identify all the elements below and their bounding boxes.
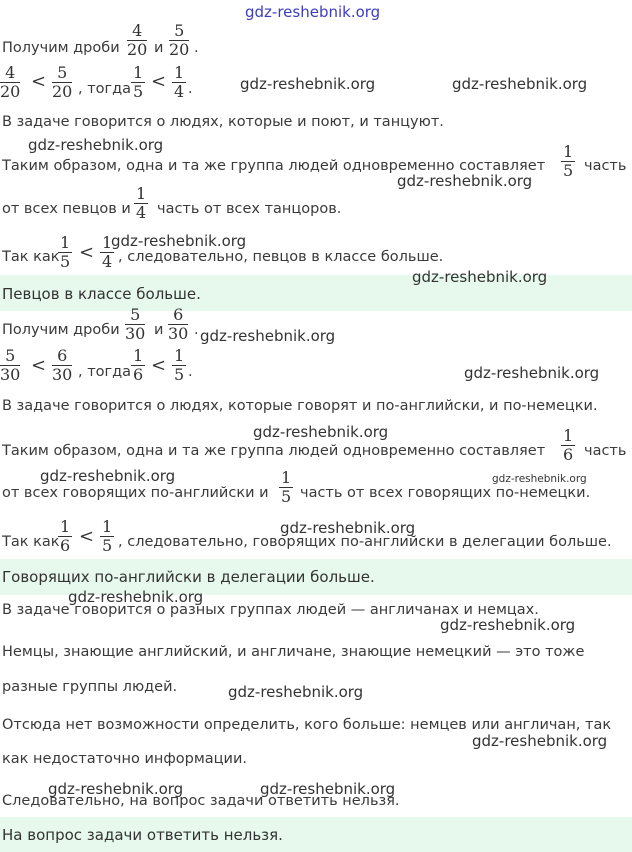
paragraph: часть (584, 443, 627, 459)
fraction: $\frac{5}{20}$ (52, 63, 73, 101)
paragraph: , следовательно, певцов в классе больше. (118, 249, 444, 265)
watermark: gdz-reshebnik.org (200, 327, 336, 345)
watermark: gdz-reshebnik.org (452, 75, 588, 93)
fraction: $\frac{4}{20}$ (0, 63, 21, 101)
answer-text: Певцов в классе больше. (2, 285, 201, 303)
paragraph: разные группы людей. (2, 679, 178, 695)
fraction: $\frac{1}{5}$ (60, 233, 71, 271)
fraction: $\frac{1}{4}$ (174, 63, 185, 101)
and-text: и (154, 40, 164, 56)
less-than-sign: < (31, 71, 47, 92)
and-text: и (154, 322, 164, 338)
fraction: $\frac{1}{4}$ (102, 233, 113, 271)
watermark: gdz-reshebnik.org (397, 172, 533, 190)
fraction: $\frac{5}{30}$ (125, 305, 146, 343)
fraction: $\frac{1}{4}$ (136, 184, 147, 222)
then-text: , тогда (78, 81, 132, 97)
paragraph: часть от всех говорящих по-немецки. (300, 485, 591, 501)
fraction: $\frac{1}{6}$ (60, 517, 71, 555)
fractions-intro: Получим дроби (2, 322, 120, 338)
fraction: $\frac{1}{5}$ (102, 517, 113, 555)
dot: . (188, 364, 193, 380)
paragraph: Следовательно, на вопрос задачи ответить нельзя. (2, 793, 400, 809)
paragraph: В задаче говорится о разных группах людей — англичанах и немцах. (2, 602, 539, 618)
watermark: gdz-reshebnik.org (280, 519, 416, 537)
less-than-sign: < (31, 355, 47, 376)
dot: . (194, 322, 199, 338)
less-than-sign: < (79, 526, 95, 547)
fractions-intro: Получим дроби (2, 40, 120, 56)
paragraph: , следовательно, говорящих по-английски в делегации больше. (118, 534, 612, 550)
paragraph: часть (584, 158, 627, 174)
watermark: gdz-reshebnik.org (440, 616, 576, 634)
paragraph: Так как (2, 534, 60, 550)
dot: . (194, 40, 199, 56)
watermark: gdz-reshebnik.org (464, 364, 600, 382)
watermark: gdz-reshebnik.org (228, 683, 364, 701)
watermark: gdz-reshebnik.org (253, 423, 389, 441)
paragraph: Таким образом, одна и та же группа людей одновременно составляет (2, 158, 546, 174)
fraction: $\frac{1}{6}$ (133, 346, 144, 384)
watermark: gdz-reshebnik.org (68, 588, 204, 606)
fraction: $\frac{6}{30}$ (168, 305, 189, 343)
paragraph: как недостаточно информации. (2, 751, 247, 767)
watermark: gdz-reshebnik.org (245, 3, 381, 21)
less-than-sign: < (151, 355, 167, 376)
fraction: $\frac{4}{20}$ (127, 21, 148, 59)
fraction: $\frac{1}{5}$ (563, 142, 574, 180)
watermark: gdz-reshebnik.org (492, 473, 587, 485)
paragraph: от всех певцов и (2, 201, 131, 217)
fraction: $\frac{5}{30}$ (0, 346, 21, 384)
fraction: $\frac{1}{6}$ (563, 426, 574, 464)
paragraph: Таким образом, одна и та же группа людей одновременно составляет (2, 443, 546, 459)
paragraph: Так как (2, 249, 60, 265)
watermark: gdz-reshebnik.org (260, 780, 396, 798)
watermark: gdz-reshebnik.org (48, 780, 184, 798)
answer-text: Говорящих по-английски в делегации больше. (2, 568, 375, 586)
then-text: , тогда (78, 364, 132, 380)
watermark: gdz-reshebnik.org (40, 467, 176, 485)
watermark: gdz-reshebnik.org (111, 232, 247, 250)
dot: . (188, 81, 193, 97)
answer-text: На вопрос задачи ответить нельзя. (2, 826, 283, 844)
less-than-sign: < (79, 242, 95, 263)
fraction: $\frac{5}{20}$ (169, 21, 190, 59)
watermark: gdz-reshebnik.org (28, 136, 164, 154)
paragraph: В задаче говорится о людях, которые говорят и по-английски, и по-немецки. (2, 398, 598, 414)
paragraph: Немцы, знающие английский, и англичане, знающие немецкий — это тоже (2, 644, 585, 660)
paragraph: Отсюда нет возможности определить, кого больше: немцев или англичан, так (2, 717, 612, 733)
fraction: $\frac{6}{30}$ (52, 346, 73, 384)
paragraph: часть от всех танцоров. (157, 201, 342, 217)
fraction: $\frac{1}{5}$ (133, 63, 144, 101)
paragraph: В задаче говорится о людях, которые и поют, и танцуют. (2, 114, 444, 130)
watermark: gdz-reshebnik.org (240, 75, 376, 93)
watermark: gdz-reshebnik.org (412, 268, 548, 286)
answer-band-3 (0, 817, 632, 852)
paragraph: от всех говорящих по-английски и (2, 485, 269, 501)
less-than-sign: < (151, 71, 167, 92)
fraction: $\frac{1}{5}$ (281, 468, 292, 506)
fraction: $\frac{1}{5}$ (174, 346, 185, 384)
watermark: gdz-reshebnik.org (472, 732, 608, 750)
